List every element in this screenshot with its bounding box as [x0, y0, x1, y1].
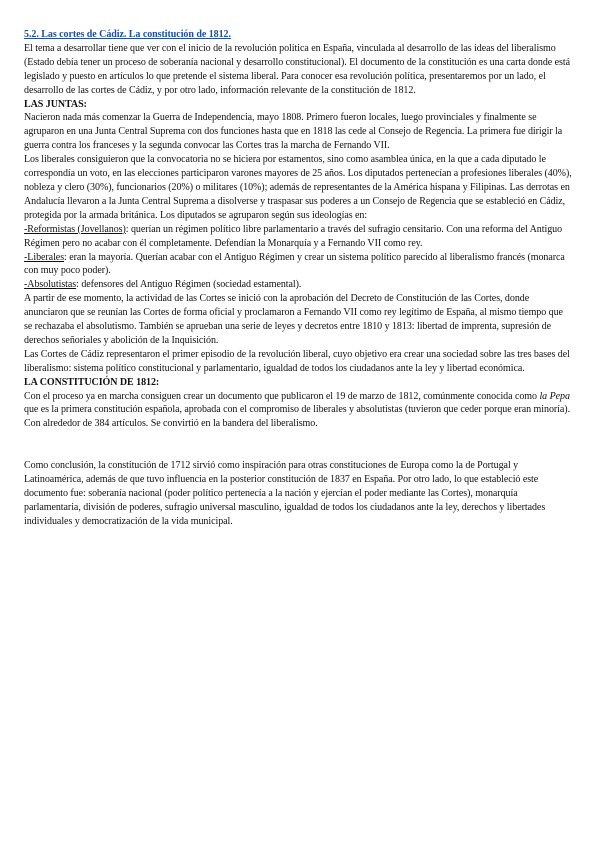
group-text: : defensores del Antiguo Régimen (sociedad estamental).	[76, 279, 302, 291]
blank-line	[24, 445, 572, 459]
juntas-paragraph-1: Nacieron nada más comenzar la Guerra de Independencia, mayo 1808. Primero fueron locales, luego provinciales y finalmente se agruparon en una Junta Central Suprema con dos funciones hasta que en 1818 las cede al Consejo de Regencia. La primera fue dirigir la guerra contra los franceses y la segunda convocar las Cortes tras la marcha de Fernando VII.	[24, 112, 563, 152]
group-text: : querían un régimen político libre parlamentario a través del sufragio censitario. Con una reforma del Antiguo Régimen pero no acabar con él completamente. Defendían la Monarquía y a Fernando VII como rey.	[24, 223, 563, 249]
group-absolutistas	[24, 278, 572, 292]
conclusion-paragraph: Como conclusión, la constitución de 1712 sirvió como inspiración para otras constituciones de Europa como la de Portugal y Latinoamérica, además de que tuvo influencia en la posterior constitución de 1837 en España. Por otro lado, lo que estableció este documento fue: soberanía nacional (poder político pertenecía a la nación y ejercían el poder mediante las Cortes), monarquía parlamentaria, división de poderes, sufragio universal masculino, igualdad de todos los ciudadanos ante la ley, derechos y libertades individuales y democratización de la vida municipal.	[24, 460, 546, 527]
juntas-paragraph-3: A partir de ese momento, la actividad de las Cortes se inició con la aprobación del Decreto de Constitución de las Cortes, donde anunciaron que se reunían las Cortes de forma oficial y proclamaron a Fernando VII como rey legítimo de España, al mismo tiempo que se rechazaba el absolutismo. También se aprueban una serie de leyes y decretos entre 1810 y 1813: libertad de imprenta, supresión de derechos señoriales y abolición de la Inquisición.	[24, 293, 563, 346]
constitucion-text-before: Con el proceso ya en marcha consiguen crear un documento que publicaron el 19 de marzo de 1812, comúnmente conocida como	[24, 390, 540, 402]
document-page	[24, 28, 572, 529]
juntas-heading: LAS JUNTAS:	[24, 98, 87, 110]
group-label: -Liberales	[24, 251, 65, 263]
juntas-paragraph-2: Los liberales consiguieron que la convocatoria no se hiciera por estamentos, sino como asamblea única, en la que a cada diputado le correspondía un voto, en las elecciones participaron varones mayores de 25 años. Los diputados pertenecían a profesiones liberales (40%), nobleza y clero (30%), funcionarios (20%) o militares (10%); además de representantes de la América hispana y Filipinas. Las derrotas en Andalucía llevaron a la Junta Central Suprema a disolverse y traspasar sus poderes a un Consejo de Regencia que se estableció en Cádiz, protegida por la armada británica. Los diputados se agruparon según sus ideologías en:	[24, 154, 572, 221]
group-liberales	[24, 251, 572, 279]
group-label: -Absolutistas	[24, 279, 77, 291]
blank-line	[24, 431, 572, 445]
la-pepa-italic: la Pepa	[539, 390, 570, 402]
group-reformistas	[24, 223, 572, 251]
constitucion-text-after: que es la primera constitución española, aprobada con el compromiso de liberales y absolutistas (tuvieron que ceder porque eran minoría). Con alrededor de 384 artículos. Se convirtió en la bandera del liberalismo.	[24, 404, 571, 430]
juntas-paragraph-4: Las Cortes de Cádiz representaron el primer episodio de la revolución liberal, cuyo objetivo era crear una sociedad sobre las tres bases del liberalismo: sistema político constitucional y parlamentario, igualdad de todos los ciudadanos ante la ley y libertad económica.	[24, 348, 570, 374]
constitucion-paragraph	[24, 390, 572, 432]
constitucion-heading: LA CONSTITUCIÓN DE 1812:	[24, 376, 160, 388]
group-label: -Reformistas (Jovellanos)	[24, 223, 126, 235]
group-text: : eran la mayoría. Querían acabar con el Antiguo Régimen y crear un sistema político parecido al liberalismo francés (monarca con muy poco poder).	[24, 251, 565, 277]
intro-paragraph: El tema a desarrollar tiene que ver con el inicio de la revolución política en España, vinculada al desarrollo de las ideas del liberalismo (Estado debía tener un proceso de soberanía nacional y desarrollo constitucional). El documento de la constitución es una carta donde está legislado y puesto en artículos lo que pretende el sistema liberal. Para conocer esa revolución política, presentaremos por un lado, el desarrollo de las cortes de Cádiz, y por otro lado, información relevante de la constitución de 1812.	[24, 42, 570, 96]
document-title: 5.2. Las cortes de Cádiz. La constitución de 1812.	[24, 29, 231, 40]
